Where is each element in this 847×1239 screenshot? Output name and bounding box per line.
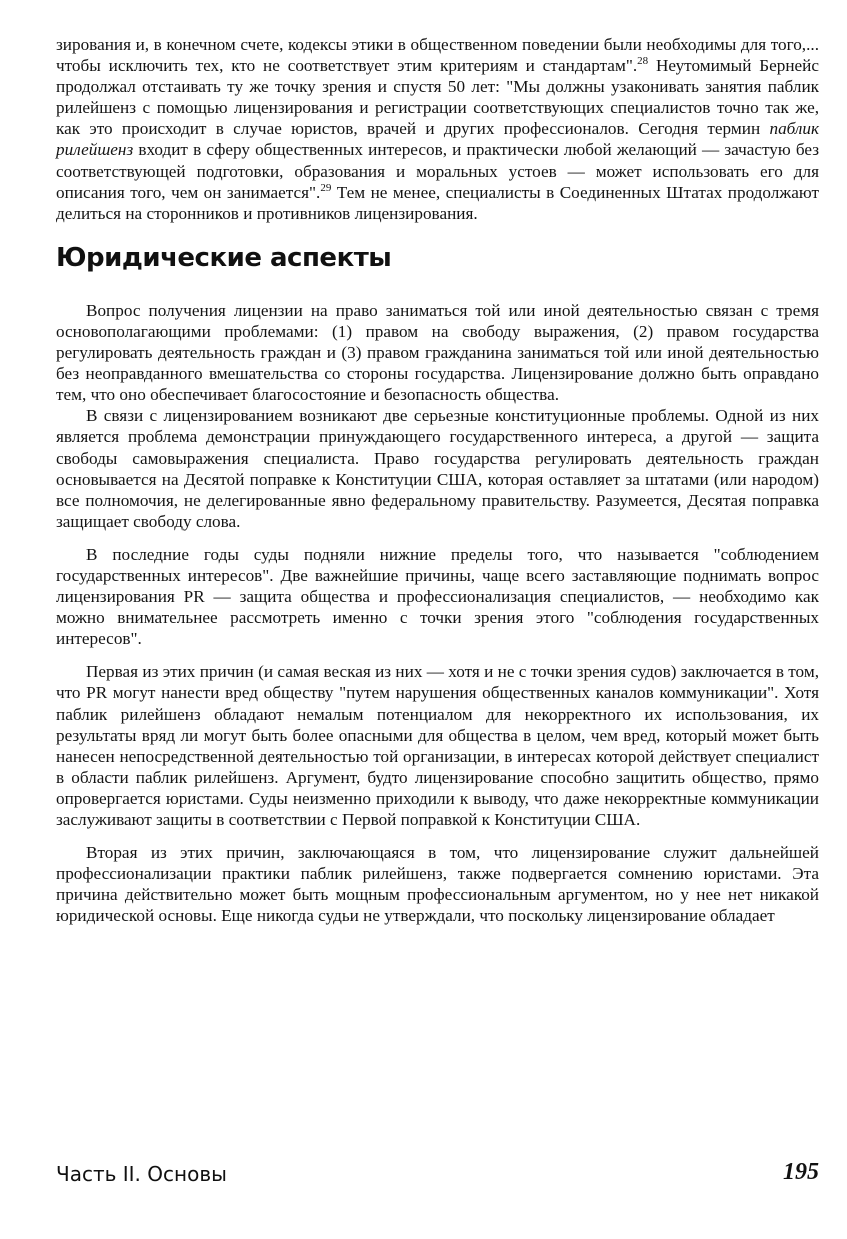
footer-section-title: Часть II. Основы — [56, 1162, 227, 1186]
paragraph: Вопрос получения лицензии на право заниматься той или иной деятельностью связан с тремя основополагающими проблемами: (1) правом на свободу выражения, (2) правом государства регулировать деятельность граждан и (3) правом гражданина заниматься той или иной деятельностью без неоправданного вмешательства со стороны государства. Лицензирование должно быть оправдано тем, что оно обеспечивает благосостояние и безопасность общества. — [56, 300, 819, 405]
paragraph-continued: зирования и, в конечном счете, кодексы этики в общественном поведении были необходимы для того,... чтобы исключить тех, кто не соответствует этим критериям и стандартам".$^{28}$ Неутомимый Бернейс продолжал отстаивать ту же точку зрения и спустя 50 лет: "Мы должны узаконивать занятия паблик рилейшенз с помощью лицензирования и регистрации соответствующих специалистов точно так же, как это происходит в случае юристов, врачей и других профессионалов. Сегодня термин паблик рилейшенз входит в сферу общественных интересов, и практически любой желающий — зачастую без соответствующей подготовки, образования и моральных устоев — может использовать его для описания того, чем он занимается".$^{29}$ Тем не менее, специалисты в Соединенных Штатах продолжают делиться на сторонников и противников лицензирования. — [56, 35, 819, 223]
section-heading: Юридические аспекты — [56, 242, 392, 273]
emphasis-term: паблик рилейшенз — [56, 119, 819, 160]
paragraph: В последние годы суды подняли нижние пределы того, что называется "соблюдением государственных интересов". Две важнейшие причины, чаще всего заставляющие поднимать вопрос лицензирования PR — защита общества и профессионализация специалистов, — необходимо как можно внимательнее рассмотреть именно с точки зрения этого "соблюдения государственных интересов". — [56, 544, 819, 649]
page-body — [56, 34, 819, 926]
paragraph: Вторая из этих причин, заключающаяся в том, что лицензирование служит дальнейшей профессионализации практики паблик рилейшенз, также подвергается сомнению юристами. Эта причина действительно может быть мощным профессиональным аргументом, но у нее нет никакой юридической основы. Еще никогда судьи не утверждали, что поскольку лицензирование обладает — [56, 843, 819, 926]
paragraph: Первая из этих причин (и самая веская из них — хотя и не с точки зрения судов) заключается в том, что PR могут нанести вред обществу "путем нарушения общественных каналов коммуникации". Хотя паблик рилейшенз обладают немалым потенциалом для некорректного их использования, их результаты вряд ли могут быть более опасными для общества в целом, чем вред, который может быть нанесен непосредственной деятельностью той организации, в интересах которой действует специалист в области паблик рилейшенз. Аргумент, будто лицензирование способно защитить общество, прямо опровергается юристами. Суды неизменно приходили к выводу, что даже некорректные коммуникации заслуживают защиты в соответствии с Первой поправкой к Конституции США. — [56, 662, 819, 829]
footnote-ref: 28 — [637, 55, 649, 68]
footnote-ref: 29 — [320, 181, 332, 194]
page-number: 195 — [783, 1159, 819, 1185]
paragraph: В связи с лицензированием возникают две серьезные конституционные проблемы. Одной из них является проблема демонстрации принуждающего государственного интереса, а другой — защита свободы самовыражения специалиста. Право государства регулировать деятельность граждан основывается на Десятой поправке к Конституции США, которая оставляет за штатами (или народом) все полномочия, не делегированные явно федеральному правительству. Разумеется, Десятая поправка защищает свободу слова. — [56, 406, 819, 531]
